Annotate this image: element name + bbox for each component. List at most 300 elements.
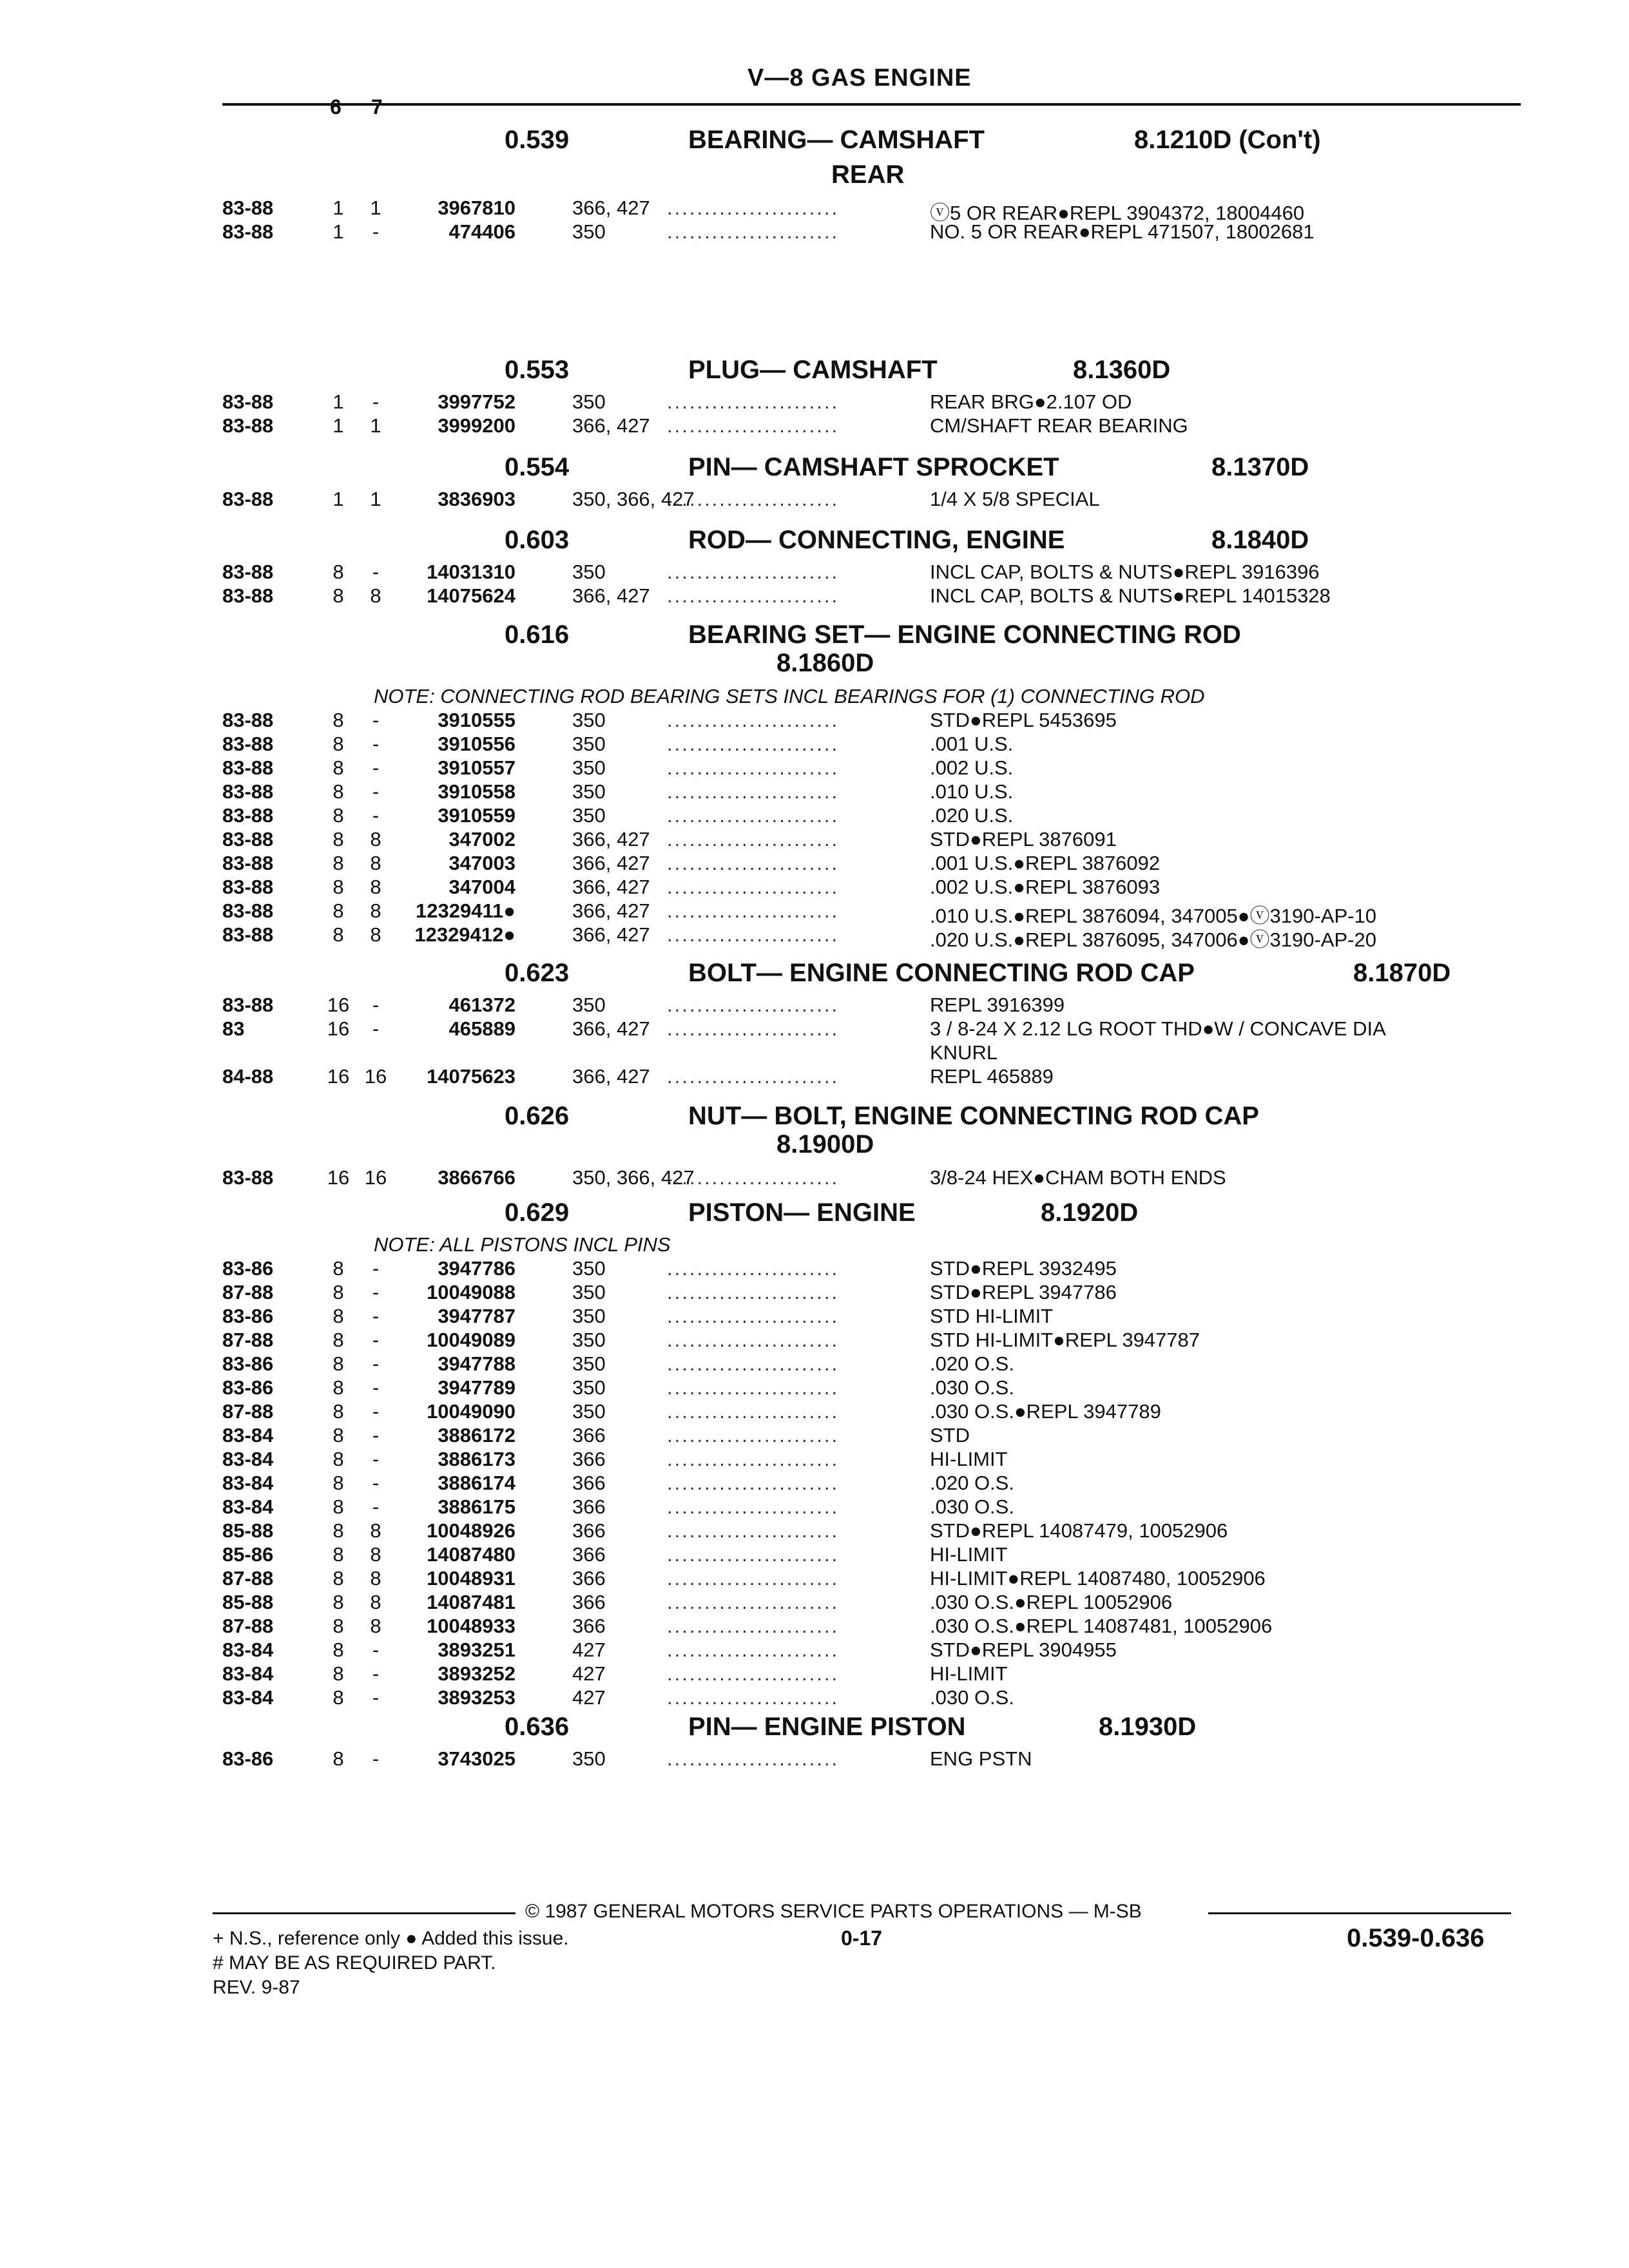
engine-size: 350 <box>572 561 606 583</box>
part-number: 3910557 <box>438 756 516 779</box>
part-number: 3866766 <box>438 1166 516 1189</box>
model-years: 83-88 <box>222 584 274 607</box>
table-row <box>0 756 1629 780</box>
section-number: 0.553 <box>505 356 570 384</box>
model-years: 83-86 <box>222 1747 274 1770</box>
engine-size: 350 <box>572 1257 606 1280</box>
note-text: NOTE: ALL PISTONS INCL PINS <box>374 1233 671 1256</box>
section-code: 8.1900D <box>776 1130 874 1158</box>
table-row <box>0 804 1629 828</box>
qty-col-7: - <box>372 1424 380 1446</box>
qty-col-7: 1 <box>370 197 381 219</box>
model-years: 83-88 <box>222 994 274 1016</box>
part-description: STD HI-LIMIT <box>930 1305 1054 1327</box>
engine-size: 366 <box>572 1543 606 1566</box>
model-years: 83 <box>222 1017 245 1040</box>
leader-dots: ....................... <box>667 1639 840 1661</box>
qty-col-6: 8 <box>333 1472 344 1494</box>
legend-line-3: REV. 9-87 <box>213 1977 300 1998</box>
section-header <box>0 126 1629 160</box>
qty-col-6: 8 <box>333 1495 344 1518</box>
qty-col-7: 8 <box>370 923 381 946</box>
qty-col-6: 1 <box>333 488 344 510</box>
section-number: 0.636 <box>505 1713 570 1741</box>
part-description: STD●REPL 14087479, 10052906 <box>930 1519 1228 1542</box>
qty-col-7: - <box>372 733 380 755</box>
section-title: PLUG— CAMSHAFT <box>688 356 938 384</box>
model-years: 83-88 <box>222 733 274 755</box>
engine-size: 366, 427 <box>572 828 650 850</box>
qty-col-6: 8 <box>333 1662 344 1685</box>
part-description: 3 / 8-24 X 2.12 LG ROOT THD●W / CONCAVE DIA <box>930 1017 1386 1040</box>
part-description: .001 U.S. <box>930 733 1014 755</box>
section-0-623 <box>0 959 1629 1089</box>
part-description: STD●REPL 3932495 <box>930 1257 1117 1280</box>
section-0-626 <box>0 1102 1629 1190</box>
table-row <box>0 1352 1629 1376</box>
engine-size: 366, 427 <box>572 852 650 874</box>
page-range: 0.539-0.636 <box>1347 1924 1485 1952</box>
engine-size: 350 <box>572 1352 606 1375</box>
qty-col-7: - <box>372 1639 380 1661</box>
engine-size: 366 <box>572 1472 606 1494</box>
part-number: 3886174 <box>438 1472 516 1494</box>
part-number: 347002 <box>448 828 516 850</box>
qty-col-7: 8 <box>370 1567 381 1590</box>
qty-col-7: 8 <box>370 852 381 874</box>
engine-size: 350 <box>572 1305 606 1327</box>
model-years: 87-88 <box>222 1329 274 1351</box>
qty-col-6: 8 <box>333 1747 344 1770</box>
qty-col-7: 8 <box>370 1519 381 1542</box>
table-row <box>0 197 1629 224</box>
column-numbers <box>330 95 412 119</box>
engine-size: 350 <box>572 390 606 413</box>
engine-size: 350 <box>572 1281 606 1303</box>
leader-dots: ....................... <box>667 1305 840 1327</box>
table-row <box>0 852 1629 876</box>
part-number: 3967810 <box>438 197 516 219</box>
qty-col-6: 8 <box>333 1257 344 1280</box>
section-0-554 <box>0 453 1629 512</box>
part-description: CM/SHAFT REAR BEARING <box>930 414 1188 437</box>
part-description: .030 O.S.●REPL 14087481, 10052906 <box>930 1615 1273 1637</box>
section-header <box>0 356 1629 390</box>
leader-dots: ....................... <box>667 220 840 243</box>
qty-col-7: - <box>372 1747 380 1770</box>
engine-size: 350 <box>572 1329 606 1351</box>
section-code-line <box>0 1130 1629 1166</box>
qty-col-7: - <box>372 561 380 583</box>
part-description: HI-LIMIT <box>930 1662 1008 1685</box>
legend-line-1: + N.S., reference only ● Added this issue. <box>213 1928 569 1949</box>
part-number: 3947786 <box>438 1257 516 1280</box>
part-number: 10049088 <box>427 1281 516 1303</box>
table-row <box>0 1017 1629 1041</box>
qty-col-6: 8 <box>333 1376 344 1399</box>
qty-col-6: 1 <box>333 197 344 219</box>
footer-rule-right <box>1208 1912 1511 1914</box>
header-rule <box>222 103 1521 106</box>
qty-col-7: - <box>372 1686 380 1709</box>
subheading-text: REAR <box>831 160 905 189</box>
qty-col-6: 8 <box>333 1281 344 1303</box>
part-description: HI-LIMIT <box>930 1448 1008 1470</box>
qty-col-7: 1 <box>370 488 381 510</box>
table-row <box>0 1662 1629 1686</box>
leader-dots: ....................... <box>667 1615 840 1637</box>
model-years: 83-88 <box>222 1166 274 1189</box>
leader-dots: ....................... <box>667 709 840 731</box>
leader-dots: ....................... <box>667 1281 840 1303</box>
qty-col-7: 8 <box>370 1543 381 1566</box>
qty-col-6: 8 <box>333 1591 344 1613</box>
table-row <box>0 994 1629 1017</box>
engine-size: 366, 427 <box>572 876 650 898</box>
section-title: PISTON— ENGINE <box>688 1198 916 1227</box>
table-row <box>0 1747 1629 1771</box>
engine-size: 366 <box>572 1567 606 1590</box>
model-years: 83-86 <box>222 1305 274 1327</box>
page-title: V—8 GAS ENGINE <box>747 64 972 91</box>
part-description: INCL CAP, BOLTS & NUTS●REPL 14015328 <box>930 584 1331 607</box>
part-number: 3910559 <box>438 804 516 827</box>
page-number: 0-17 <box>841 1927 883 1950</box>
leader-dots: ....................... <box>667 923 840 946</box>
table-row <box>0 390 1629 414</box>
model-years: 83-84 <box>222 1448 274 1470</box>
part-description: .020 U.S.●REPL 3876095, 347006●ⓥ3190-AP-20 <box>930 928 1376 951</box>
engine-size: 350 <box>572 1747 606 1770</box>
part-description: STD <box>930 1424 970 1446</box>
qty-col-6: 8 <box>333 1329 344 1351</box>
engine-size: 366 <box>572 1495 606 1518</box>
qty-col-7: - <box>372 1400 380 1423</box>
part-description: REAR BRG●2.107 OD <box>930 390 1132 413</box>
engine-size: 366 <box>572 1448 606 1470</box>
section-number: 0.603 <box>505 526 570 554</box>
qty-col-6: 8 <box>333 1352 344 1375</box>
qty-col-7: 8 <box>370 899 381 922</box>
part-number: 12329411● <box>416 899 516 922</box>
section-header <box>0 526 1629 561</box>
engine-size: 350 <box>572 1400 606 1423</box>
section-header <box>0 1198 1629 1233</box>
qty-col-6: 1 <box>333 390 344 413</box>
qty-col-6: 8 <box>333 709 344 731</box>
model-years: 83-84 <box>222 1495 274 1518</box>
leader-dots: ....................... <box>667 1017 840 1040</box>
leader-dots: ....................... <box>667 1376 840 1399</box>
model-years: 83-88 <box>222 923 274 946</box>
engine-size: 350 <box>572 780 606 803</box>
leader-dots: ....................... <box>667 1662 840 1685</box>
engine-size: 366, 427 <box>572 197 650 219</box>
qty-col-7: 8 <box>370 1591 381 1613</box>
section-code: 8.1210D (Con't) <box>1134 126 1321 154</box>
leader-dots: ....................... <box>667 390 840 413</box>
part-description: .010 U.S. <box>930 780 1014 803</box>
qty-col-7: - <box>372 1352 380 1375</box>
qty-col-7: - <box>372 390 380 413</box>
engine-size: 366 <box>572 1591 606 1613</box>
part-description: ENG PSTN <box>930 1747 1032 1770</box>
engine-size: 350 <box>572 1376 606 1399</box>
part-number: 14075624 <box>427 584 516 607</box>
engine-size: 366, 427 <box>572 1017 650 1040</box>
qty-col-6: 1 <box>333 414 344 437</box>
model-years: 83-88 <box>222 899 274 922</box>
part-number: 14031310 <box>427 561 516 583</box>
model-years: 83-84 <box>222 1424 274 1446</box>
table-row <box>0 488 1629 512</box>
part-description: .020 U.S. <box>930 804 1014 827</box>
engine-size: 350 <box>572 756 606 779</box>
qty-col-6: 8 <box>333 1615 344 1637</box>
table-row <box>0 561 1629 584</box>
qty-col-7: - <box>372 756 380 779</box>
model-years: 83-88 <box>222 220 274 243</box>
leader-dots: ....................... <box>667 414 840 437</box>
leader-dots: ....................... <box>667 1400 840 1423</box>
model-years: 85-88 <box>222 1519 274 1542</box>
table-row <box>0 1041 1629 1065</box>
part-description: .001 U.S.●REPL 3876092 <box>930 852 1161 874</box>
part-number: 14087481 <box>427 1591 516 1613</box>
part-description: 1/4 X 5/8 SPECIAL <box>930 488 1100 510</box>
table-row <box>0 1639 1629 1662</box>
qty-col-6: 8 <box>333 852 344 874</box>
part-number: 3836903 <box>438 488 516 510</box>
part-number: 3886172 <box>438 1424 516 1446</box>
section-number: 0.616 <box>505 620 570 649</box>
qty-col-7: 8 <box>370 1615 381 1637</box>
leader-dots: ....................... <box>667 828 840 850</box>
part-number: 3893251 <box>438 1639 516 1661</box>
part-description: KNURL <box>930 1041 998 1064</box>
table-row <box>0 876 1629 899</box>
model-years: 83-88 <box>222 197 274 219</box>
part-number: 3743025 <box>438 1747 516 1770</box>
part-description: STD●REPL 3876091 <box>930 828 1117 850</box>
leader-dots: ....................... <box>667 197 840 219</box>
engine-size: 366 <box>572 1615 606 1637</box>
engine-size: 427 <box>572 1639 606 1661</box>
part-description: STD HI-LIMIT●REPL 3947787 <box>930 1329 1200 1351</box>
model-years: 85-88 <box>222 1591 274 1613</box>
model-years: 83-84 <box>222 1686 274 1709</box>
qty-col-7: 16 <box>364 1065 387 1088</box>
part-description: STD●REPL 3947786 <box>930 1281 1117 1303</box>
part-number: 10048931 <box>427 1567 516 1590</box>
leader-dots: ....................... <box>667 1495 840 1518</box>
qty-col-6: 8 <box>333 1519 344 1542</box>
leader-dots: ....................... <box>667 1166 840 1189</box>
engine-size: 350 <box>572 220 606 243</box>
qty-col-6: 8 <box>333 1686 344 1709</box>
section-note <box>0 685 1629 709</box>
section-code: 8.1930D <box>1099 1713 1197 1741</box>
qty-col-6: 16 <box>327 1065 350 1088</box>
qty-col-6: 8 <box>333 756 344 779</box>
qty-col-6: 8 <box>333 1305 344 1327</box>
engine-size: 427 <box>572 1686 606 1709</box>
part-number: 3999200 <box>438 414 516 437</box>
qty-col-6: 8 <box>333 1448 344 1470</box>
part-number: 347003 <box>448 852 516 874</box>
table-row <box>0 220 1629 244</box>
model-years: 87-88 <box>222 1615 274 1637</box>
leader-dots: ....................... <box>667 1567 840 1590</box>
footer-rule-left <box>213 1912 516 1914</box>
qty-col-6: 8 <box>333 1400 344 1423</box>
model-years: 87-88 <box>222 1567 274 1590</box>
qty-col-7: - <box>372 994 380 1016</box>
part-number: 3997752 <box>438 390 516 413</box>
qty-col-6: 8 <box>333 1424 344 1446</box>
model-years: 83-84 <box>222 1662 274 1685</box>
section-code: 8.1870D <box>1353 959 1451 987</box>
qty-col-6: 8 <box>333 780 344 803</box>
qty-col-7: - <box>372 1472 380 1494</box>
part-description: .020 O.S. <box>930 1352 1014 1375</box>
model-years: 83-88 <box>222 876 274 898</box>
leader-dots: ....................... <box>667 876 840 898</box>
section-title: PIN— ENGINE PISTON <box>688 1713 966 1741</box>
qty-col-7: 8 <box>370 876 381 898</box>
qty-col-7: - <box>372 1376 380 1399</box>
part-description: .030 O.S. <box>930 1686 1014 1709</box>
table-row <box>0 709 1629 733</box>
leader-dots: ....................... <box>667 1591 840 1613</box>
section-code: 8.1860D <box>776 649 874 677</box>
table-row <box>0 1448 1629 1472</box>
qty-col-6: 8 <box>333 804 344 827</box>
part-number: 14087480 <box>427 1543 516 1566</box>
leader-dots: ....................... <box>667 852 840 874</box>
engine-size: 366, 427 <box>572 899 650 922</box>
section-number: 0.626 <box>505 1102 570 1130</box>
part-number: 3886175 <box>438 1495 516 1518</box>
section-number: 0.554 <box>505 453 570 481</box>
part-description: STD●REPL 5453695 <box>930 709 1117 731</box>
part-description: .030 O.S. <box>930 1376 1014 1399</box>
table-row <box>0 1472 1629 1495</box>
leader-dots: ....................... <box>667 1747 840 1770</box>
qty-col-6: 16 <box>327 994 350 1016</box>
qty-col-7: - <box>372 1495 380 1518</box>
table-row <box>0 1281 1629 1305</box>
part-number: 3947788 <box>438 1352 516 1375</box>
part-number: 3886173 <box>438 1448 516 1470</box>
part-number: 3947787 <box>438 1305 516 1327</box>
copyright: © 1987 GENERAL MOTORS SERVICE PARTS OPERATIONS — M-SB <box>525 1901 1142 1922</box>
table-row <box>0 1543 1629 1567</box>
qty-col-6: 8 <box>333 923 344 946</box>
table-row <box>0 1376 1629 1400</box>
qty-col-7: - <box>372 1305 380 1327</box>
model-years: 83-86 <box>222 1352 274 1375</box>
part-number: 10048933 <box>427 1615 516 1637</box>
leader-dots: ....................... <box>667 780 840 803</box>
engine-size: 350 <box>572 994 606 1016</box>
section-number: 0.623 <box>505 959 570 987</box>
table-row <box>0 414 1629 438</box>
section-0-603 <box>0 526 1629 608</box>
leader-dots: ....................... <box>667 488 840 510</box>
engine-size: 366, 427 <box>572 414 650 437</box>
table-row <box>0 1329 1629 1352</box>
table-row <box>0 1065 1629 1089</box>
part-description: HI-LIMIT <box>930 1543 1008 1566</box>
qty-col-6: 8 <box>333 1639 344 1661</box>
leader-dots: ....................... <box>667 584 840 607</box>
part-number: 461372 <box>448 994 516 1016</box>
engine-size: 366, 427 <box>572 923 650 946</box>
part-description: STD●REPL 3904955 <box>930 1639 1117 1661</box>
section-title: BOLT— ENGINE CONNECTING ROD CAP <box>688 959 1195 987</box>
qty-col-6: 8 <box>333 876 344 898</box>
part-number: 3893253 <box>438 1686 516 1709</box>
table-row <box>0 1424 1629 1448</box>
part-description: .030 O.S.●REPL 3947789 <box>930 1400 1161 1423</box>
engine-size: 350, 366, 427 <box>572 1166 695 1189</box>
section-number: 0.629 <box>505 1198 570 1227</box>
section-0-553 <box>0 356 1629 438</box>
leader-dots: ....................... <box>667 561 840 583</box>
qty-col-7: - <box>372 780 380 803</box>
engine-size: 350 <box>572 804 606 827</box>
leader-dots: ....................... <box>667 733 840 755</box>
qty-col-7: 16 <box>364 1166 387 1189</box>
leader-dots: ....................... <box>667 1686 840 1709</box>
model-years: 83-88 <box>222 756 274 779</box>
engine-size: 366 <box>572 1519 606 1542</box>
qty-col-6: 8 <box>333 899 344 922</box>
leader-dots: ....................... <box>667 1424 840 1446</box>
table-row <box>0 1257 1629 1281</box>
qty-col-7: 8 <box>370 828 381 850</box>
table-row <box>0 1495 1629 1519</box>
leader-dots: ....................... <box>667 994 840 1016</box>
table-row <box>0 584 1629 608</box>
part-description: HI-LIMIT●REPL 14087480, 10052906 <box>930 1567 1266 1590</box>
column-number-6: 6 <box>330 95 342 119</box>
model-years: 83-86 <box>222 1376 274 1399</box>
qty-col-7: - <box>372 220 380 243</box>
table-row <box>0 1400 1629 1424</box>
leader-dots: ....................... <box>667 1519 840 1542</box>
model-years: 83-84 <box>222 1472 274 1494</box>
model-years: 83-88 <box>222 414 274 437</box>
engine-size: 350 <box>572 733 606 755</box>
leader-dots: ....................... <box>667 1543 840 1566</box>
qty-col-7: 1 <box>370 414 381 437</box>
qty-col-6: 8 <box>333 828 344 850</box>
table-row <box>0 733 1629 756</box>
section-code: 8.1920D <box>1041 1198 1139 1227</box>
model-years: 83-88 <box>222 852 274 874</box>
leader-dots: ....................... <box>667 1472 840 1494</box>
qty-col-6: 16 <box>327 1017 350 1040</box>
engine-size: 350 <box>572 709 606 731</box>
engine-size: 366 <box>572 1424 606 1446</box>
model-years: 83-88 <box>222 828 274 850</box>
section-note <box>0 1233 1629 1257</box>
model-years: 83-88 <box>222 780 274 803</box>
part-number: 10049089 <box>427 1329 516 1351</box>
table-row <box>0 1615 1629 1639</box>
